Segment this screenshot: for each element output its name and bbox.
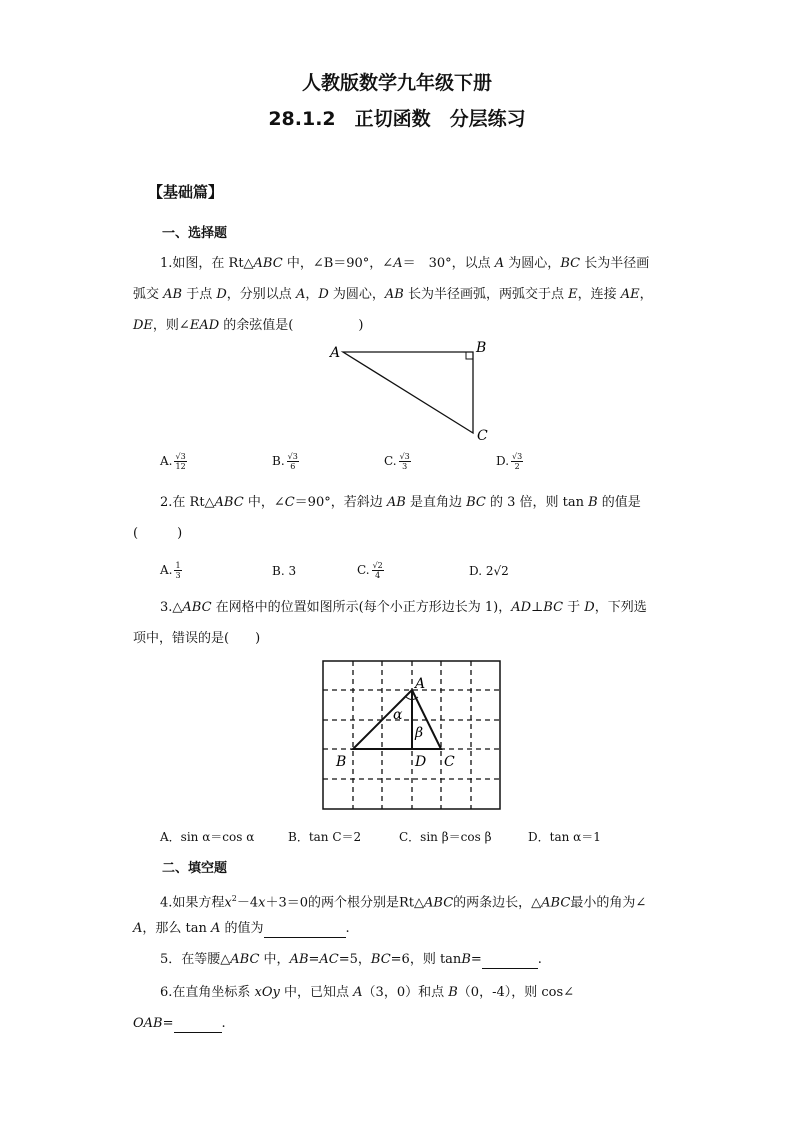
right-angle-mark [466, 352, 473, 359]
q2-option-b[interactable]: B. 3 [272, 564, 297, 578]
vertex-c-label: C [444, 754, 455, 770]
q1-option-a[interactable]: A. $\frac{√3}{12}$ [160, 452, 186, 471]
q2-option-a[interactable]: A. $\frac{1}{3}$ [160, 561, 181, 580]
vertex-a-label: A [330, 345, 341, 361]
q5-answer-blank[interactable] [482, 952, 538, 969]
vertex-b-label: B [336, 754, 347, 770]
q3-option-c[interactable]: C．sin β＝cos β [399, 830, 492, 844]
lesson-title: 28.1.2 正切函数 分层练习 [268, 108, 526, 130]
q1-line1: 1.如图，在 Rt△ABC 中，∠B＝90°，∠A＝ 30°，以点 A 为圆心，BC 长为半径画 [160, 256, 650, 271]
q3-option-a[interactable]: A．sin α＝cos α [160, 830, 255, 844]
q2-option-d[interactable]: D. 2√2 [469, 564, 509, 578]
q3-line1: 3.△ABC 在网格中的位置如图所示(每个小正方形边长为 1)，AD⊥BC 于 D，下列选 [160, 600, 647, 615]
q6-line1: 6.在直角坐标系 xOy 中，已知点 A（3，0）和点 B（0，-4），则 cos∠ [160, 985, 575, 1000]
section-heading: 【基础篇】 [148, 183, 224, 201]
q6-line2: OAB= . [133, 1016, 226, 1031]
q4-answer-blank[interactable] [264, 921, 346, 938]
q3-grid-figure [320, 658, 504, 814]
angle-beta-label: β [415, 725, 424, 741]
part1-heading: 一、选择题 [162, 226, 228, 241]
angle-alpha-label: α [393, 707, 403, 723]
q4-line2: A，那么 tan A 的值为 . [133, 921, 350, 936]
q1-option-b[interactable]: B. $\frac{√3}{6}$ [272, 452, 298, 471]
q3-option-d[interactable]: D．tan α＝1 [528, 830, 601, 844]
q1-triangle-figure [325, 336, 500, 446]
q3-option-b[interactable]: B．tan C＝2 [288, 830, 362, 844]
q4-line1: 4.如果方程$x^2-4x+3=0$的两个根分别是Rt△ABC的两条边长，△ABC最小的角为∠ [160, 894, 647, 911]
q1-line2: 弧交 AB 于点 D，分别以点 A，D 为圆心，AB 长为半径画弧，两弧交于点 E，连接 AE， [133, 287, 653, 302]
q2-option-c[interactable]: C. $\frac{√2}{4}$ [357, 561, 383, 580]
foot-d-label: D [415, 754, 427, 770]
book-title: 人教版数学九年级下册 [301, 72, 492, 94]
vertex-a-label: A [415, 676, 426, 692]
q2-line1: 2.在 Rt△ABC 中，∠C＝90°，若斜边 AB 是直角边 BC 的 3 倍，则 tan B 的值是 [160, 495, 641, 510]
triangle-abc [343, 352, 473, 433]
q3-line2: 项中，错误的是( ) [133, 631, 261, 646]
q1-line3: DE，则∠EAD 的余弦值是( ) [133, 318, 364, 333]
q1-option-c[interactable]: C. $\frac{√3}{3}$ [384, 452, 410, 471]
q5-line: 5．在等腰△ABC 中，AB=AC=5，BC=6，则 tanB= . [160, 952, 542, 967]
q6-answer-blank[interactable] [174, 1016, 222, 1033]
q1-option-d[interactable]: D. $\frac{√3}{2}$ [496, 452, 523, 471]
vertex-b-label: B [476, 340, 487, 356]
q2-line2: ( ) [133, 526, 183, 541]
vertex-c-label: C [477, 428, 488, 444]
part2-heading: 二、填空题 [162, 861, 228, 876]
